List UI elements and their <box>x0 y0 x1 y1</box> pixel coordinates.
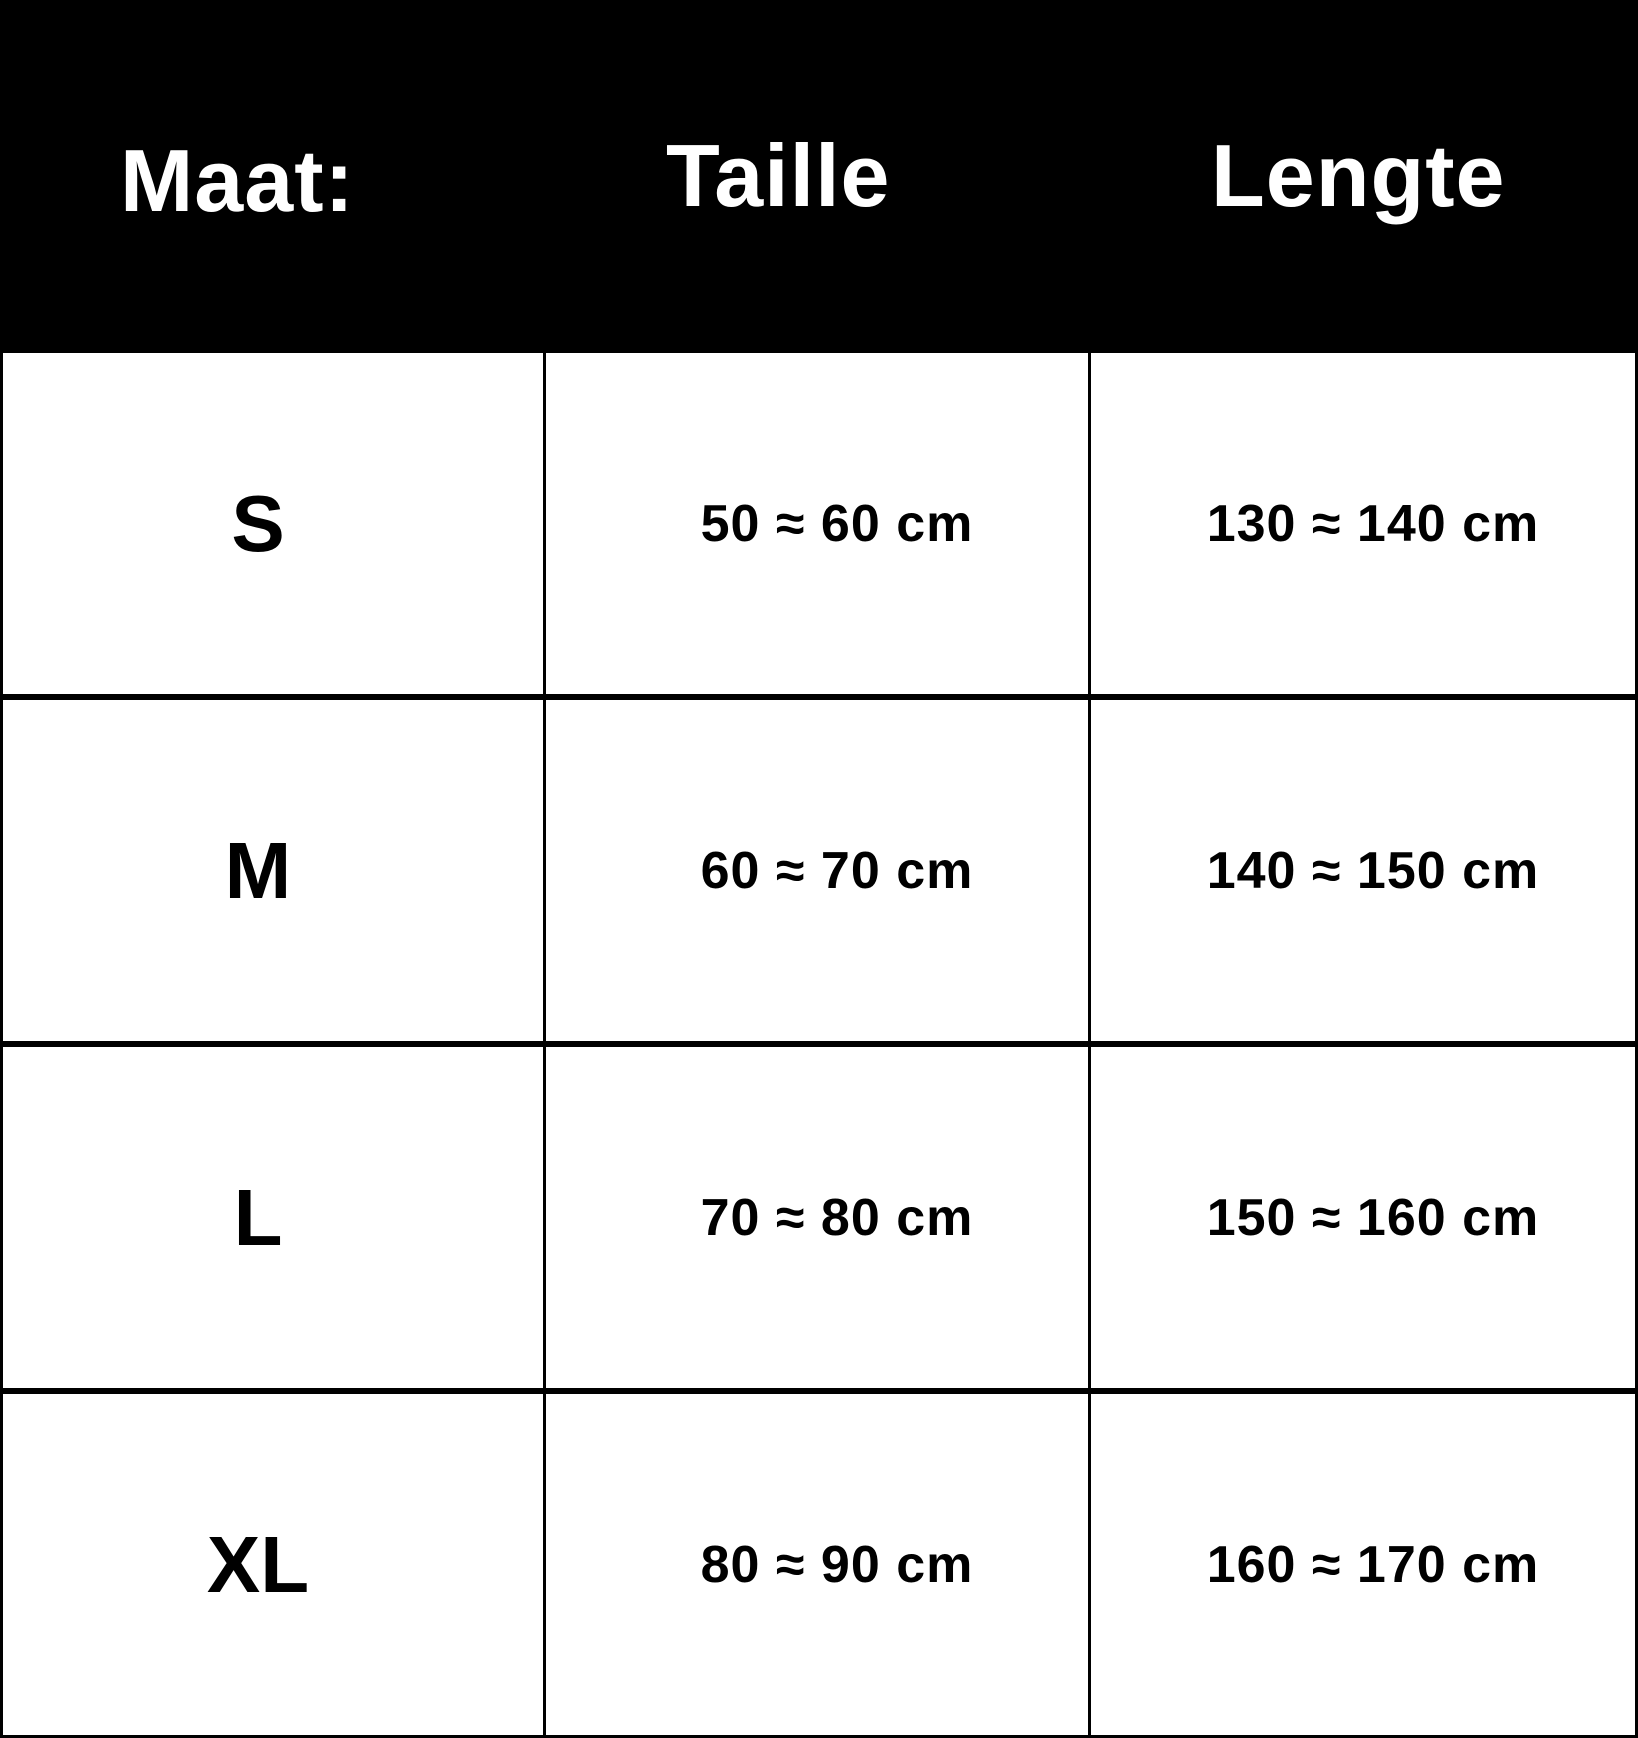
size-cell: S <box>0 350 546 697</box>
length-cell: 160 ≈ 170 cm <box>1088 1391 1638 1738</box>
waist-cell: 80 ≈ 90 cm <box>543 1391 1091 1738</box>
length-cell: 140 ≈ 150 cm <box>1088 697 1638 1044</box>
size-cell: L <box>0 1044 546 1391</box>
length-cell: 130 ≈ 140 cm <box>1088 350 1638 697</box>
waist-cell: 60 ≈ 70 cm <box>543 697 1091 1044</box>
waist-cell: 70 ≈ 80 cm <box>543 1044 1091 1391</box>
header-size: Maat: <box>120 131 355 230</box>
length-cell: 150 ≈ 160 cm <box>1088 1044 1638 1391</box>
table-row <box>0 697 1638 1044</box>
size-cell: XL <box>0 1391 546 1738</box>
size-cell: M <box>0 697 546 1044</box>
table-row <box>0 1391 1638 1738</box>
table-header <box>0 0 1638 352</box>
table-body <box>0 350 1638 1738</box>
header-waist: Taille <box>666 126 891 225</box>
table-row <box>0 350 1638 697</box>
waist-cell: 50 ≈ 60 cm <box>543 350 1091 697</box>
header-length: Lengte <box>1211 126 1506 225</box>
table-row <box>0 1044 1638 1391</box>
